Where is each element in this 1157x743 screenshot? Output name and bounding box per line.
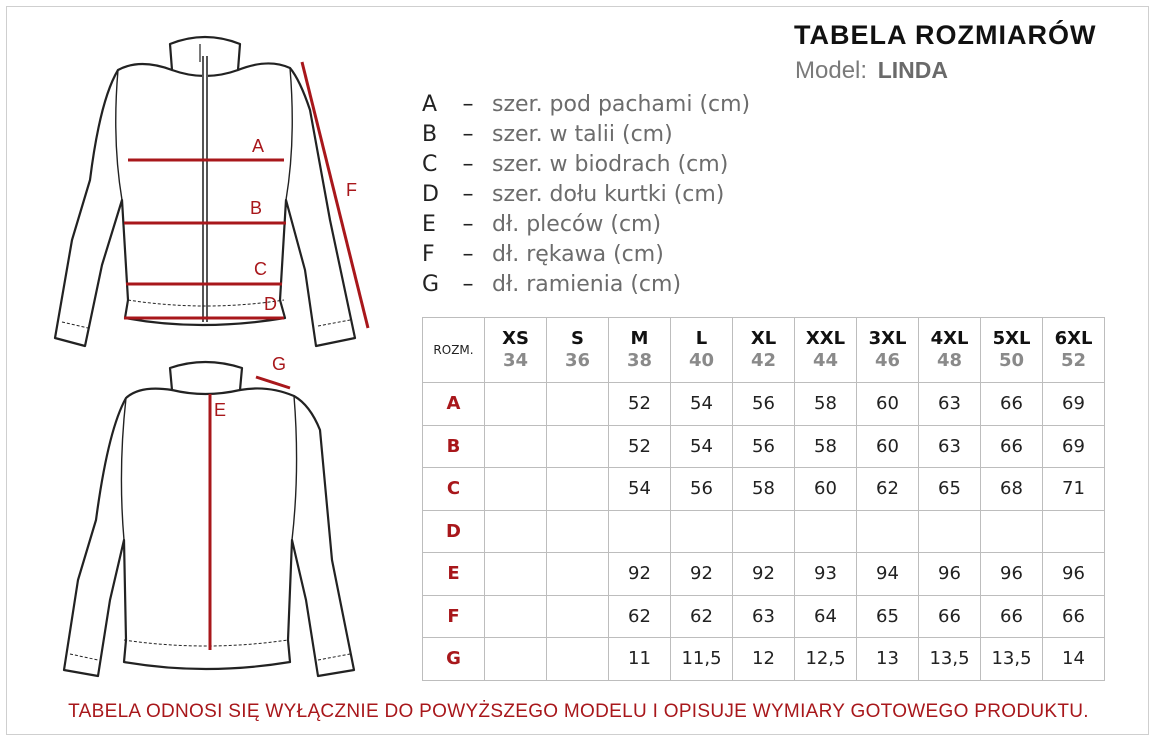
table-cell: 92 xyxy=(609,553,671,596)
model-line xyxy=(795,57,948,85)
table-cell: 64 xyxy=(795,595,857,638)
size-table xyxy=(422,317,1105,681)
table-cell xyxy=(485,553,547,596)
table-row xyxy=(423,638,1105,681)
garment-diagram xyxy=(0,0,420,700)
table-cell: 92 xyxy=(671,553,733,596)
table-cell: 56 xyxy=(733,425,795,468)
table-cell: 66 xyxy=(981,383,1043,426)
table-cell xyxy=(1043,510,1105,553)
legend-item: B – szer. w talii (cm) xyxy=(422,122,673,147)
table-cell: 66 xyxy=(981,595,1043,638)
eu-size-label: 46 xyxy=(874,350,901,371)
size-header-4xl xyxy=(919,318,981,383)
size-label: XS xyxy=(502,328,529,349)
size-label: L xyxy=(695,328,708,349)
table-cell xyxy=(547,383,609,426)
legend-item: A – szer. pod pachami (cm) xyxy=(422,92,751,117)
table-cell: 13,5 xyxy=(919,638,981,681)
table-cell: 62 xyxy=(609,595,671,638)
row-label: E xyxy=(423,553,485,596)
size-header-xs xyxy=(485,318,547,383)
diagram-label-c: C xyxy=(254,259,267,279)
size-header-xl xyxy=(733,318,795,383)
table-cell: 93 xyxy=(795,553,857,596)
table-header-row xyxy=(423,318,1105,383)
table-cell: 60 xyxy=(795,468,857,511)
table-cell: 94 xyxy=(857,553,919,596)
footer-note: TABELA ODNOSI SIĘ WYŁĄCZNIE DO POWYŻSZEGO MODELU I OPISUJE WYMIARY GOTOWEGO PRODUKTU. xyxy=(68,701,1089,722)
eu-size-label: 44 xyxy=(812,350,839,371)
table-cell: 62 xyxy=(857,468,919,511)
table-row xyxy=(423,425,1105,468)
table-cell: 60 xyxy=(857,383,919,426)
table-cell: 96 xyxy=(981,553,1043,596)
table-cell xyxy=(547,425,609,468)
table-cell: 62 xyxy=(671,595,733,638)
row-label: G xyxy=(423,638,485,681)
table-cell: 58 xyxy=(795,425,857,468)
size-header-6xl xyxy=(1043,318,1105,383)
table-cell: 92 xyxy=(733,553,795,596)
table-cell: 54 xyxy=(671,425,733,468)
table-cell: 13 xyxy=(857,638,919,681)
table-cell: 58 xyxy=(795,383,857,426)
table-cell: 60 xyxy=(857,425,919,468)
table-cell: 13,5 xyxy=(981,638,1043,681)
table-cell xyxy=(609,510,671,553)
table-cell: 52 xyxy=(609,383,671,426)
table-cell xyxy=(671,510,733,553)
table-cell: 69 xyxy=(1043,425,1105,468)
row-label: D xyxy=(423,510,485,553)
legend-item: D – szer. dołu kurtki (cm) xyxy=(422,182,725,207)
table-cell: 54 xyxy=(609,468,671,511)
legend-item: G – dł. ramienia (cm) xyxy=(422,272,682,297)
size-label: M xyxy=(630,328,649,349)
size-header-5xl xyxy=(981,318,1043,383)
table-cell xyxy=(547,638,609,681)
table-cell: 12 xyxy=(733,638,795,681)
size-label: S xyxy=(571,328,584,349)
size-label: XXL xyxy=(805,328,846,349)
table-cell: 52 xyxy=(609,425,671,468)
table-cell xyxy=(795,510,857,553)
eu-size-label: 36 xyxy=(564,350,591,371)
legend-item: E – dł. pleców (cm) xyxy=(422,212,662,237)
diagram-label-g: G xyxy=(272,354,287,374)
table-cell: 68 xyxy=(981,468,1043,511)
size-header-s xyxy=(547,318,609,383)
table-row xyxy=(423,595,1105,638)
table-cell xyxy=(547,468,609,511)
table-cell: 69 xyxy=(1043,383,1105,426)
size-header-m xyxy=(609,318,671,383)
table-row xyxy=(423,383,1105,426)
table-cell: 63 xyxy=(733,595,795,638)
table-cell: 56 xyxy=(733,383,795,426)
table-cell xyxy=(547,553,609,596)
eu-size-label: 34 xyxy=(502,350,529,371)
table-cell xyxy=(547,595,609,638)
table-cell: 11,5 xyxy=(671,638,733,681)
table-cell xyxy=(485,510,547,553)
legend-item: F – dł. rękawa (cm) xyxy=(422,242,664,267)
table-cell xyxy=(733,510,795,553)
model-label: Model: xyxy=(795,57,868,84)
eu-size-label: 38 xyxy=(626,350,653,371)
corner-label: ROZM. xyxy=(423,318,485,383)
table-cell: 66 xyxy=(919,595,981,638)
row-label: F xyxy=(423,595,485,638)
table-cell: 11 xyxy=(609,638,671,681)
size-label: 5XL xyxy=(992,328,1031,349)
table-cell xyxy=(485,468,547,511)
size-header-l xyxy=(671,318,733,383)
row-label: A xyxy=(423,383,485,426)
table-cell: 66 xyxy=(981,425,1043,468)
size-header-3xl xyxy=(857,318,919,383)
diagram-label-a: A xyxy=(252,136,265,156)
table-row xyxy=(423,468,1105,511)
table-cell xyxy=(485,638,547,681)
eu-size-label: 52 xyxy=(1060,350,1087,371)
measurement-legend xyxy=(422,90,750,300)
table-cell: 56 xyxy=(671,468,733,511)
legend-item: C – szer. w biodrach (cm) xyxy=(422,152,729,177)
table-cell: 71 xyxy=(1043,468,1105,511)
size-label: 6XL xyxy=(1054,328,1093,349)
diagram-label-e: E xyxy=(214,400,227,420)
table-cell: 65 xyxy=(919,468,981,511)
table-cell xyxy=(547,510,609,553)
table-cell: 63 xyxy=(919,425,981,468)
table-cell: 66 xyxy=(1043,595,1105,638)
eu-size-label: 50 xyxy=(998,350,1025,371)
row-label: B xyxy=(423,425,485,468)
eu-size-label: 42 xyxy=(750,350,777,371)
size-header-xxl xyxy=(795,318,857,383)
size-label: XL xyxy=(750,328,777,349)
row-label: C xyxy=(423,468,485,511)
table-cell: 54 xyxy=(671,383,733,426)
table-row xyxy=(423,553,1105,596)
table-cell: 65 xyxy=(857,595,919,638)
table-cell: 14 xyxy=(1043,638,1105,681)
eu-size-label: 48 xyxy=(936,350,963,371)
table-cell: 58 xyxy=(733,468,795,511)
table-cell: 12,5 xyxy=(795,638,857,681)
table-cell: 96 xyxy=(919,553,981,596)
table-cell xyxy=(981,510,1043,553)
diagram-label-b: B xyxy=(250,198,263,218)
size-label: 3XL xyxy=(868,328,907,349)
table-cell xyxy=(485,595,547,638)
table-row xyxy=(423,510,1105,553)
size-label: 4XL xyxy=(930,328,969,349)
model-name: LINDA xyxy=(877,57,948,83)
table-cell xyxy=(919,510,981,553)
diagram-label-d: D xyxy=(264,294,277,314)
eu-size-label: 40 xyxy=(688,350,715,371)
front-jacket-drawing xyxy=(55,37,355,346)
table-cell: 96 xyxy=(1043,553,1105,596)
diagram-label-f: F xyxy=(346,180,357,200)
table-cell xyxy=(485,383,547,426)
table-cell: 63 xyxy=(919,383,981,426)
measure-line-g xyxy=(256,377,290,388)
page-title: TABELA ROZMIARÓW xyxy=(794,20,1097,50)
table-cell xyxy=(485,425,547,468)
table-cell xyxy=(857,510,919,553)
